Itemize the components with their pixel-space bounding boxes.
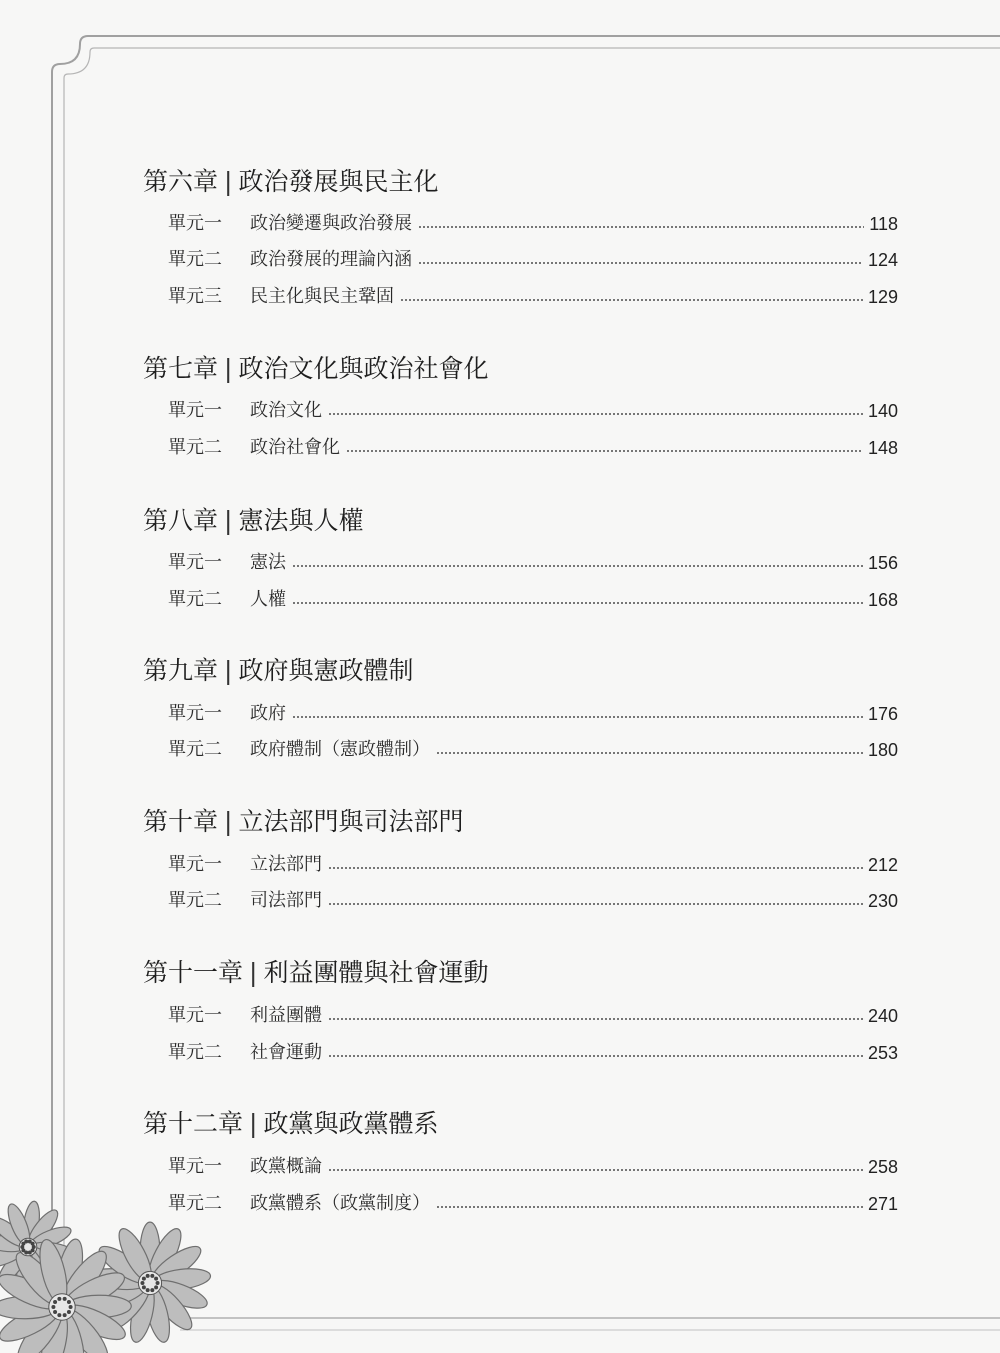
chapter-title: 政治發展與民主化	[238, 167, 439, 196]
chapter-number: 第六章	[143, 167, 219, 196]
toc-entry[interactable]	[168, 1041, 898, 1065]
page-number: 253	[867, 1043, 898, 1063]
chapter-title: 利益團體與社會運動	[263, 958, 489, 987]
unit-label: 單元一	[168, 1005, 222, 1026]
unit-label: 單元三	[168, 286, 222, 307]
dot-leader	[418, 262, 863, 264]
unit-label: 單元一	[168, 1156, 222, 1177]
chapter-heading	[143, 1108, 438, 1140]
chapter-heading	[143, 353, 488, 385]
unit-label: 單元一	[168, 854, 222, 875]
dot-leader	[328, 413, 863, 415]
unit-label: 單元一	[168, 400, 222, 421]
unit-title: 政治社會化	[250, 437, 340, 458]
chapter-heading	[143, 957, 488, 989]
chapter-number: 第十二章	[143, 1109, 244, 1138]
unit-title: 利益團體	[250, 1005, 322, 1026]
toc-entry[interactable]	[168, 702, 898, 726]
chapter-separator: |	[249, 1109, 258, 1138]
dot-leader	[328, 903, 863, 905]
unit-label: 單元二	[168, 589, 222, 610]
unit-title: 司法部門	[250, 890, 322, 911]
toc-entry[interactable]	[168, 248, 898, 272]
page-number: 212	[867, 855, 898, 875]
page-number: 156	[867, 553, 898, 573]
dot-leader	[328, 1055, 863, 1057]
chapter-separator: |	[224, 656, 233, 685]
unit-label: 單元一	[168, 213, 222, 234]
toc-entry[interactable]	[168, 738, 898, 762]
unit-title: 政府體制（憲政體制）	[250, 739, 430, 760]
chapter-number: 第七章	[143, 354, 219, 383]
chapter-heading	[143, 806, 463, 838]
chapter-title: 政治文化與政治社會化	[238, 354, 489, 383]
page-number: 140	[867, 401, 898, 421]
chapter-heading	[143, 166, 438, 198]
toc-entry[interactable]	[168, 285, 898, 309]
toc-entry[interactable]	[168, 212, 898, 236]
unit-title: 民主化與民主鞏固	[250, 286, 394, 307]
unit-label: 單元二	[168, 249, 222, 270]
page-number: 148	[867, 438, 898, 458]
page-number: 124	[867, 250, 898, 270]
unit-title: 政黨概論	[250, 1156, 322, 1177]
chapter-title: 政府與憲政體制	[238, 656, 414, 685]
page-number: 176	[867, 704, 898, 724]
dot-leader	[328, 1169, 863, 1171]
page-number: 168	[867, 590, 898, 610]
toc-entry[interactable]	[168, 889, 898, 913]
unit-label: 單元二	[168, 1193, 222, 1214]
dot-leader	[292, 716, 863, 718]
chapter-separator: |	[224, 807, 233, 836]
page-number: 230	[867, 891, 898, 911]
unit-title: 人權	[250, 589, 286, 610]
page-number: 240	[867, 1006, 898, 1026]
toc-entry[interactable]	[168, 1155, 898, 1179]
chapter-title: 立法部門與司法部門	[238, 807, 464, 836]
dot-leader	[400, 299, 863, 301]
toc-entry[interactable]	[168, 1192, 898, 1216]
toc-entry[interactable]	[168, 1004, 898, 1028]
chapter-separator: |	[224, 354, 233, 383]
unit-title: 政府	[250, 703, 286, 724]
unit-title: 社會運動	[250, 1042, 322, 1063]
chapter-number: 第八章	[143, 506, 219, 535]
chapter-number: 第十一章	[143, 958, 244, 987]
unit-title: 立法部門	[250, 854, 322, 875]
dot-leader	[292, 602, 863, 604]
toc-entry[interactable]	[168, 399, 898, 423]
unit-label: 單元二	[168, 1042, 222, 1063]
dot-leader	[436, 752, 863, 754]
unit-title: 政治發展的理論內涵	[250, 249, 412, 270]
page-number: 258	[867, 1157, 898, 1177]
toc-entry[interactable]	[168, 588, 898, 612]
chapter-heading	[143, 505, 363, 537]
page-number: 118	[869, 214, 898, 234]
unit-title: 政治文化	[250, 400, 322, 421]
toc-entry[interactable]	[168, 436, 898, 460]
dot-leader	[436, 1206, 863, 1208]
chapter-number: 第十章	[143, 807, 219, 836]
page-number: 271	[867, 1194, 898, 1214]
chapter-title: 憲法與人權	[238, 506, 364, 535]
chapter-heading	[143, 655, 413, 687]
dot-leader	[328, 867, 863, 869]
dot-leader	[292, 565, 863, 567]
unit-title: 政治變遷與政治發展	[250, 213, 412, 234]
dot-leader	[346, 450, 863, 452]
chapter-number: 第九章	[143, 656, 219, 685]
unit-label: 單元二	[168, 890, 222, 911]
unit-label: 單元一	[168, 552, 222, 573]
unit-label: 單元二	[168, 739, 222, 760]
toc-entry[interactable]	[168, 853, 898, 877]
unit-title: 憲法	[250, 552, 286, 573]
dot-leader	[328, 1018, 863, 1020]
chapter-separator: |	[249, 958, 258, 987]
page-number: 129	[867, 287, 898, 307]
chapter-separator: |	[224, 167, 233, 196]
toc-entry[interactable]	[168, 551, 898, 575]
unit-title: 政黨體系（政黨制度）	[250, 1193, 430, 1214]
daisy-flowers-icon	[0, 1195, 250, 1353]
dot-leader	[418, 226, 864, 228]
page-number: 180	[867, 740, 898, 760]
chapter-separator: |	[224, 506, 233, 535]
unit-label: 單元一	[168, 703, 222, 724]
chapter-title: 政黨與政黨體系	[263, 1109, 439, 1138]
unit-label: 單元二	[168, 437, 222, 458]
